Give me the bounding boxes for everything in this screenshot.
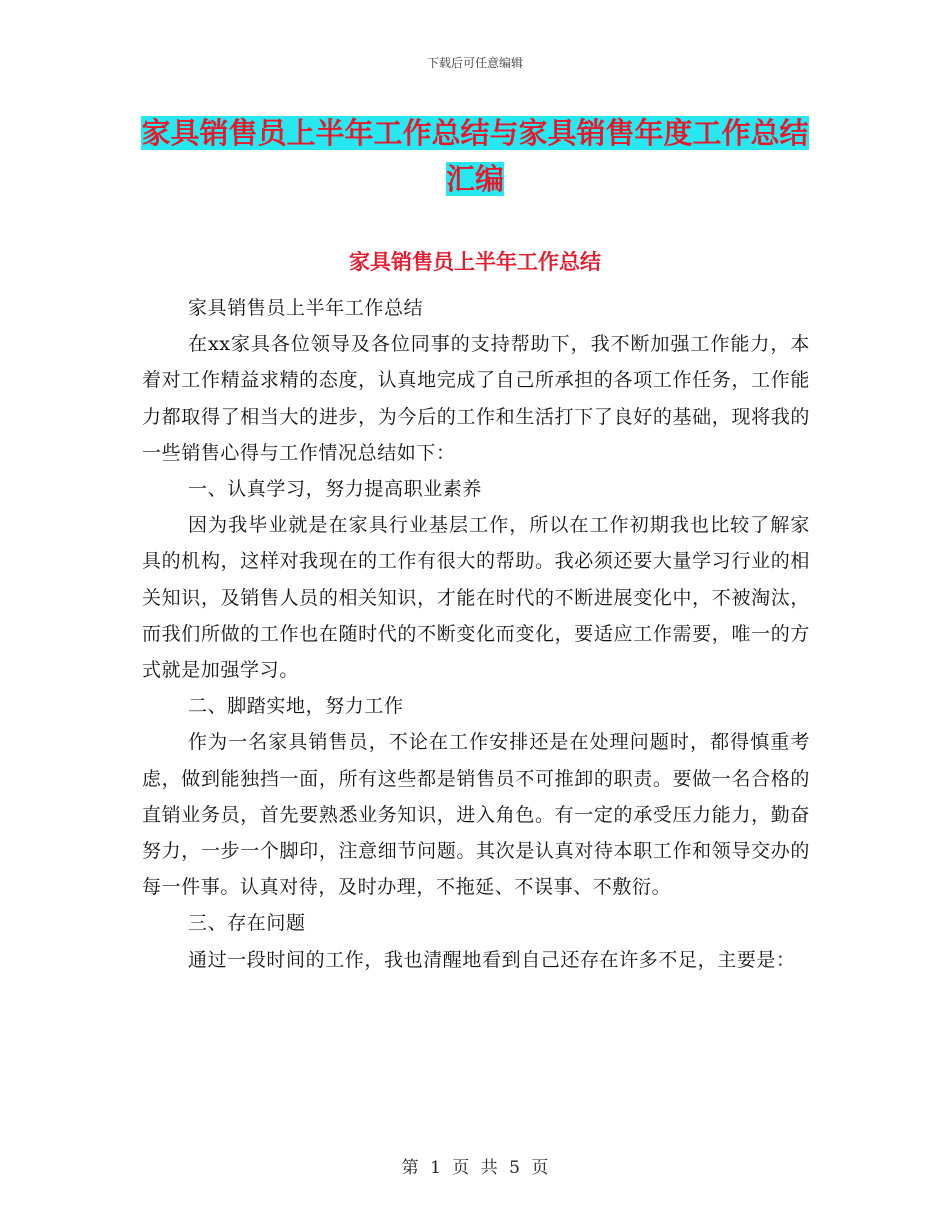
- paragraph: 在xx家具各位领导及各位同事的支持帮助下，我不断加强工作能力，本着对工作精益求精的态度，认真地完成了自己所承担的各项工作任务，工作能力都取得了相当大的进步，为今后的工作和生活打下了良好的基础，现将我的一些销售心得与工作情况总结如下：: [142, 333, 810, 464]
- paragraph: 家具销售员上半年工作总结: [188, 297, 424, 319]
- paragraph: 作为一名家具销售员，不论在工作安排还是在处理问题时，都得慎重考虑，做到能独挡一面，所有这些都是销售员不可推卸的职责。要做一名合格的直销业务员，首先要熟悉业务知识，进入角色。有一定的承受压力能力，勤奋努力，一步一个脚印，注意细节问题。其次是认真对待本职工作和领导交办的每一件事。认真对待，及时办理，不拖延、不误事、不敷衍。: [142, 731, 810, 899]
- document-title-line-1: 家具销售员上半年工作总结与家具销售年度工作总结: [141, 116, 809, 150]
- paragraph-heading: 三、存在问题: [188, 912, 306, 935]
- document-body: [142, 290, 810, 978]
- section-title: 家具销售员上半年工作总结: [349, 250, 601, 274]
- header-note: 下载后可任意编辑: [426, 56, 523, 70]
- paragraph-heading: 二、脚踏实地，努力工作: [188, 695, 404, 718]
- paragraph: 因为我毕业就是在家具行业基层工作，所以在工作初期我也比较了解家具的机构，这样对我现在的工作有很大的帮助。我必须还要大量学习行业的相关知识，及销售人员的相关知识，才能在时代的不断进展变化中，不被淘汰，而我们所做的工作也在随时代的不断变化而变化，要适应工作需要，唯一的方式就是加强学习。: [142, 514, 810, 682]
- paragraph-heading: 一、认真学习，努力提高职业素养: [188, 478, 483, 501]
- page-footer: 第 1 页 共 5 页: [401, 1158, 549, 1178]
- paragraph: 通过一段时间的工作，我也清醒地看到自己还存在许多不足，主要是：: [188, 948, 796, 971]
- document-title: [140, 110, 810, 202]
- document-title-line-2: 汇编: [445, 162, 504, 196]
